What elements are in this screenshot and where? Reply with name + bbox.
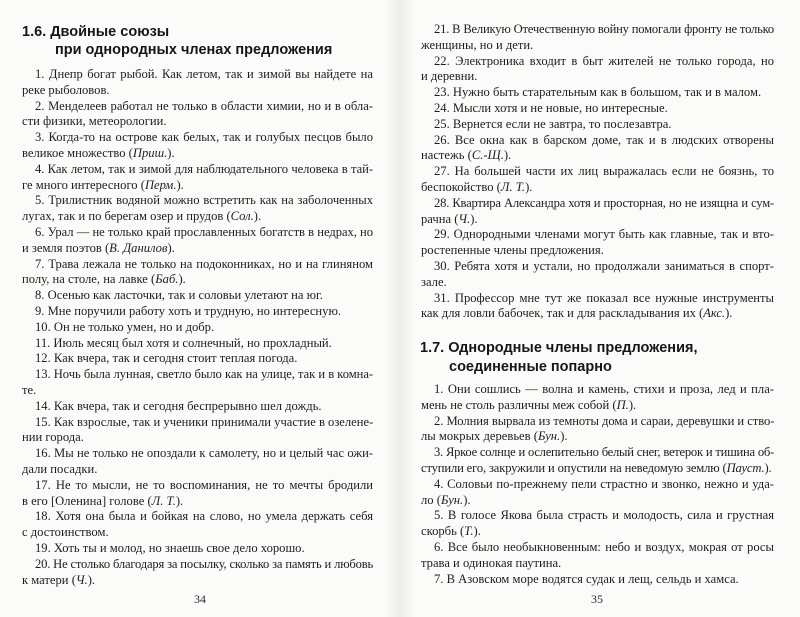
citation-author: Бун. bbox=[440, 492, 464, 507]
text-line bbox=[22, 162, 373, 178]
text-segment: ). bbox=[725, 306, 733, 321]
text-segment: ). bbox=[560, 429, 568, 444]
text-segment: 9. Мне поручили работу хоть и трудную, но интересную. bbox=[35, 303, 342, 318]
text-line bbox=[421, 212, 774, 228]
text-segment: в его [Оленина] голове ( bbox=[22, 493, 152, 508]
text-segment: 7. В Азовском море водятся судак и лещ, сельдь и хамса. bbox=[434, 571, 739, 586]
text-line bbox=[421, 572, 774, 588]
text-segment: 3. Когда-то на острове как белых, так и голубых песцов было bbox=[35, 130, 373, 145]
page-number-right: 35 bbox=[591, 592, 603, 606]
exercise-item bbox=[22, 320, 373, 336]
text-segment: 29. Однородными членами могут быть как главные, так и вто- bbox=[434, 227, 774, 242]
text-line bbox=[22, 225, 373, 241]
text-segment: 19. Хоть ты и молод, но знаешь свое дело хорошо. bbox=[35, 540, 305, 555]
text-line bbox=[22, 415, 373, 431]
text-line bbox=[421, 101, 774, 117]
exercise-item bbox=[22, 509, 373, 541]
text-segment: 21. В Великую Отечественную войну помогали фронту не только bbox=[434, 22, 774, 36]
text-segment: лы мокрых деревьев ( bbox=[421, 429, 538, 444]
text-line bbox=[22, 351, 373, 367]
exercise-item bbox=[22, 399, 373, 415]
text-segment: ). bbox=[167, 240, 175, 255]
text-line bbox=[421, 291, 774, 307]
citation-author: Ч. bbox=[75, 572, 88, 587]
text-segment: 28. Квартира Александра хотя и просторная, но не изящна и сум- bbox=[434, 195, 774, 210]
text-line bbox=[22, 494, 373, 510]
exercise-item bbox=[421, 54, 774, 86]
text-line bbox=[22, 114, 373, 130]
exercise-item bbox=[421, 414, 774, 446]
text-line bbox=[22, 241, 373, 257]
text-line bbox=[22, 67, 373, 83]
exercise-item bbox=[421, 291, 774, 323]
text-segment: ). bbox=[473, 524, 481, 539]
text-segment: сти физики, метеорологии. bbox=[22, 114, 167, 129]
text-line bbox=[22, 573, 373, 589]
exercise-item bbox=[22, 130, 373, 162]
text-line bbox=[22, 99, 373, 115]
text-segment: 4. Как летом, так и зимой для наблюдательного человека в тай- bbox=[35, 161, 373, 176]
text-segment: 25. Вернется если не завтра, то послезавтра. bbox=[434, 116, 672, 131]
text-segment: рачна ( bbox=[421, 211, 459, 226]
text-line bbox=[22, 178, 373, 194]
text-segment: великое множество ( bbox=[22, 145, 133, 160]
exercise-list-1-6 bbox=[22, 67, 373, 588]
text-line bbox=[421, 461, 774, 477]
text-segment: 24. Мысли хотя и не новые, но интересные. bbox=[434, 100, 668, 115]
text-line bbox=[421, 398, 774, 414]
text-line bbox=[22, 130, 373, 146]
heading-line-title: 1.6. Двойные союзы bbox=[22, 24, 170, 40]
text-segment: дали посадки. bbox=[22, 461, 98, 476]
exercise-item bbox=[421, 22, 774, 54]
text-line bbox=[421, 85, 774, 101]
text-segment: ). bbox=[470, 211, 478, 226]
text-segment: 2. Менделеев работал не только в области химии, но и в обла- bbox=[35, 98, 373, 113]
text-segment: ). bbox=[175, 493, 184, 508]
text-segment: и земля поэтов ( bbox=[22, 240, 110, 255]
text-segment: ге много интересного ( bbox=[22, 177, 145, 192]
text-segment: 6. Урал — не только край прославленных богатств в недрах, но bbox=[35, 224, 373, 239]
citation-author: Приш. bbox=[132, 145, 168, 160]
text-segment: ло ( bbox=[421, 492, 441, 507]
heading-line-subtitle: при однородных членах предложения bbox=[55, 42, 333, 58]
citation-author: П. bbox=[616, 397, 629, 412]
text-segment: 13. Ночь была лунная, светло было как на улице, так и в комна- bbox=[35, 367, 373, 382]
text-line bbox=[22, 272, 373, 288]
exercise-item bbox=[421, 133, 774, 165]
text-segment: ). bbox=[253, 209, 262, 224]
exercise-item bbox=[421, 164, 774, 196]
exercise-item bbox=[421, 117, 774, 133]
text-segment: зале. bbox=[421, 274, 447, 289]
exercise-item bbox=[22, 351, 373, 367]
text-segment: 12. Как вчера, так и сегодня стоит теплая погода. bbox=[35, 351, 298, 366]
text-line bbox=[421, 382, 774, 398]
text-line bbox=[421, 429, 774, 445]
exercise-item bbox=[22, 336, 373, 352]
citation-author: Акс. bbox=[703, 306, 726, 321]
text-line bbox=[421, 524, 774, 540]
text-segment: 6. Все было необыкновенным: небо и воздух, мокрая от росы bbox=[434, 539, 774, 554]
text-segment: 23. Нужно быть старательным как в большом, так и в малом. bbox=[434, 85, 762, 100]
exercise-item bbox=[22, 225, 373, 257]
text-line bbox=[421, 540, 774, 556]
text-line bbox=[421, 196, 774, 212]
citation-author: В. Данилов bbox=[109, 240, 168, 255]
text-line bbox=[22, 257, 373, 273]
text-segment: как для ловли бабочек, так и для раскладывания их ( bbox=[421, 306, 704, 321]
text-segment: реке рыболовов. bbox=[22, 82, 110, 97]
text-line bbox=[22, 399, 373, 415]
text-segment: скорбь ( bbox=[421, 524, 465, 539]
text-segment: 5. Трилистник водяной можно встретить как на заболоченных bbox=[35, 193, 373, 208]
exercise-item bbox=[22, 367, 373, 399]
text-segment: ). bbox=[167, 145, 175, 160]
text-line bbox=[22, 320, 373, 336]
text-segment: трава и одинокая паутина. bbox=[421, 555, 562, 570]
text-line bbox=[421, 259, 774, 275]
section-heading-1-7 bbox=[420, 339, 697, 377]
exercise-item bbox=[22, 446, 373, 478]
heading-line-title: 1.7. Однородные члены предложения, bbox=[420, 340, 698, 356]
citation-author: С.-Щ. bbox=[471, 148, 504, 163]
citation-author: Баб. bbox=[155, 272, 179, 287]
text-segment: 27. На большей части их лиц выражалась если не боязнь, то bbox=[434, 164, 774, 179]
text-segment: 10. Он не только умен, но и добр. bbox=[35, 319, 215, 334]
text-line bbox=[421, 556, 774, 572]
text-segment: ). bbox=[628, 397, 637, 412]
exercise-item bbox=[22, 99, 373, 131]
text-segment: ). bbox=[178, 272, 186, 287]
text-segment: 26. Все окна как в барском доме, так и в людских отворены bbox=[434, 132, 774, 147]
text-segment: 31. Профессор мне тут же показал все нужные инструменты bbox=[434, 290, 774, 305]
text-line bbox=[421, 117, 774, 133]
exercise-item bbox=[421, 508, 774, 540]
text-segment: мень не столь различны меж собой ( bbox=[421, 397, 617, 412]
exercise-item bbox=[22, 257, 373, 289]
citation-author: Перм. bbox=[144, 177, 177, 192]
exercise-item bbox=[22, 541, 373, 557]
text-line bbox=[421, 508, 774, 524]
text-segment: 30. Ребята хотя и устали, но продолжали заниматься в спорт- bbox=[434, 258, 774, 273]
text-segment: 11. Июль месяц был хотя и солнечный, но прохладный. bbox=[35, 335, 332, 350]
exercise-item bbox=[421, 540, 774, 572]
text-segment: лугах, так и по берегам озер и прудов ( bbox=[22, 209, 231, 224]
text-segment: 17. Не то мысли, не то воспоминания, не то мечты бродили bbox=[35, 477, 373, 492]
citation-author: Пауст. bbox=[726, 460, 765, 475]
text-segment: ). bbox=[463, 492, 471, 507]
text-line bbox=[421, 38, 774, 54]
exercise-item bbox=[421, 382, 774, 414]
exercise-item bbox=[421, 85, 774, 101]
text-segment: ростепенные члены предложения. bbox=[421, 243, 604, 258]
text-line bbox=[22, 509, 373, 525]
text-line bbox=[22, 478, 373, 494]
text-line bbox=[421, 69, 774, 85]
text-line bbox=[421, 54, 774, 70]
text-line bbox=[22, 288, 373, 304]
exercise-item bbox=[22, 478, 373, 510]
text-segment: ). bbox=[176, 177, 184, 192]
text-line bbox=[421, 414, 774, 430]
text-segment: к матери ( bbox=[22, 572, 76, 587]
text-line bbox=[22, 193, 373, 209]
exercise-item bbox=[22, 193, 373, 225]
page-number-left: 34 bbox=[194, 592, 206, 606]
exercise-item bbox=[421, 477, 774, 509]
text-segment: 1. Они сошлись — волна и камень, стихи и проза, лед и пла- bbox=[434, 382, 774, 396]
text-line bbox=[421, 275, 774, 291]
text-line bbox=[421, 477, 774, 493]
text-segment: настежь ( bbox=[421, 148, 472, 163]
text-line bbox=[421, 227, 774, 243]
text-segment: 15. Как взрослые, так и ученики принимали участие в озелене- bbox=[35, 414, 374, 429]
text-line bbox=[22, 304, 373, 320]
text-line bbox=[22, 430, 373, 446]
text-line bbox=[421, 306, 774, 322]
section-heading-1-6 bbox=[22, 23, 332, 59]
text-line bbox=[22, 446, 373, 462]
text-line bbox=[22, 541, 373, 557]
heading-line-subtitle: соединенные попарно bbox=[449, 359, 612, 375]
text-segment: 8. Осенью как ласточки, так и соловьи улетают на юг. bbox=[35, 288, 323, 303]
text-line bbox=[421, 180, 774, 196]
text-line bbox=[421, 22, 774, 38]
text-segment: и деревни. bbox=[421, 69, 478, 84]
citation-author: Ч. bbox=[458, 211, 471, 226]
exercise-item bbox=[22, 67, 373, 99]
citation-author: Т. bbox=[464, 524, 474, 539]
text-segment: 20. Не столько благодаря за посылку, сколько за память и любовь bbox=[35, 556, 373, 571]
text-line bbox=[22, 383, 373, 399]
exercise-item bbox=[22, 304, 373, 320]
text-segment: ). bbox=[87, 572, 96, 587]
text-segment: беспокойство ( bbox=[421, 179, 501, 194]
text-segment: ). bbox=[764, 460, 772, 475]
citation-author: Сол. bbox=[230, 209, 254, 224]
exercise-item bbox=[22, 415, 373, 447]
text-segment: ). bbox=[525, 179, 533, 194]
citation-author: Бун. bbox=[537, 429, 561, 444]
text-line bbox=[421, 133, 774, 149]
text-segment: 14. Как вчера, так и сегодня беспрерывно шел дождь. bbox=[35, 398, 322, 413]
text-line bbox=[22, 336, 373, 352]
exercise-item bbox=[421, 259, 774, 291]
exercise-item bbox=[22, 162, 373, 194]
text-segment: 3. Яркое солнце и ослепительно белый снег, ветерок и тишина об- bbox=[434, 445, 774, 460]
text-segment: 22. Электроника входит в быт жителей не только города, но bbox=[434, 53, 774, 68]
text-segment: ступили его, закружили и опустили на неведомую землю ( bbox=[421, 460, 727, 475]
text-line bbox=[22, 146, 373, 162]
text-segment: полу, на столе, на лавке ( bbox=[22, 272, 156, 287]
text-line bbox=[22, 83, 373, 99]
exercise-item bbox=[421, 196, 774, 228]
text-line bbox=[421, 493, 774, 509]
text-segment: те. bbox=[22, 382, 37, 397]
text-segment: 4. Соловьи по-прежнему пели страстно и звонко, нежно и уда- bbox=[434, 476, 774, 491]
text-segment: ). bbox=[503, 148, 512, 163]
text-line bbox=[22, 557, 373, 573]
exercise-item bbox=[22, 557, 373, 589]
text-line bbox=[22, 462, 373, 478]
text-line bbox=[22, 525, 373, 541]
exercise-list-1-6-continued bbox=[421, 22, 774, 322]
text-line bbox=[421, 243, 774, 259]
text-line bbox=[421, 445, 774, 461]
text-line bbox=[22, 209, 373, 225]
exercise-list-1-7 bbox=[421, 382, 774, 587]
exercise-item bbox=[421, 227, 774, 259]
text-segment: с достоинством. bbox=[22, 525, 109, 540]
exercise-item bbox=[421, 572, 774, 588]
text-segment: женщины, но и дети. bbox=[421, 37, 534, 52]
text-segment: 7. Трава лежала не только на подоконниках, но и на глиняном bbox=[35, 256, 373, 271]
text-segment: 1. Днепр богат рыбой. Как летом, так и зимой вы найдете на bbox=[35, 67, 373, 81]
text-segment: 5. В голосе Якова была страсть и молодость, сила и грустная bbox=[434, 508, 774, 523]
citation-author: Л. Т. bbox=[151, 493, 176, 508]
text-line bbox=[421, 164, 774, 180]
exercise-item bbox=[421, 445, 774, 477]
text-line bbox=[421, 148, 774, 164]
citation-author: Л. Т. bbox=[500, 179, 526, 194]
exercise-item bbox=[421, 101, 774, 117]
text-segment: 18. Хотя она была и бойкая на слово, но умела держать себя bbox=[35, 509, 373, 524]
exercise-item bbox=[22, 288, 373, 304]
text-segment: 16. Мы не только не опоздали к самолету, но и целый час ожи- bbox=[35, 446, 373, 461]
text-segment: нии города. bbox=[22, 430, 84, 445]
text-segment: 2. Молния вырвала из темноты дома и сараи, деревушки и ство- bbox=[434, 413, 775, 428]
text-line bbox=[22, 367, 373, 383]
